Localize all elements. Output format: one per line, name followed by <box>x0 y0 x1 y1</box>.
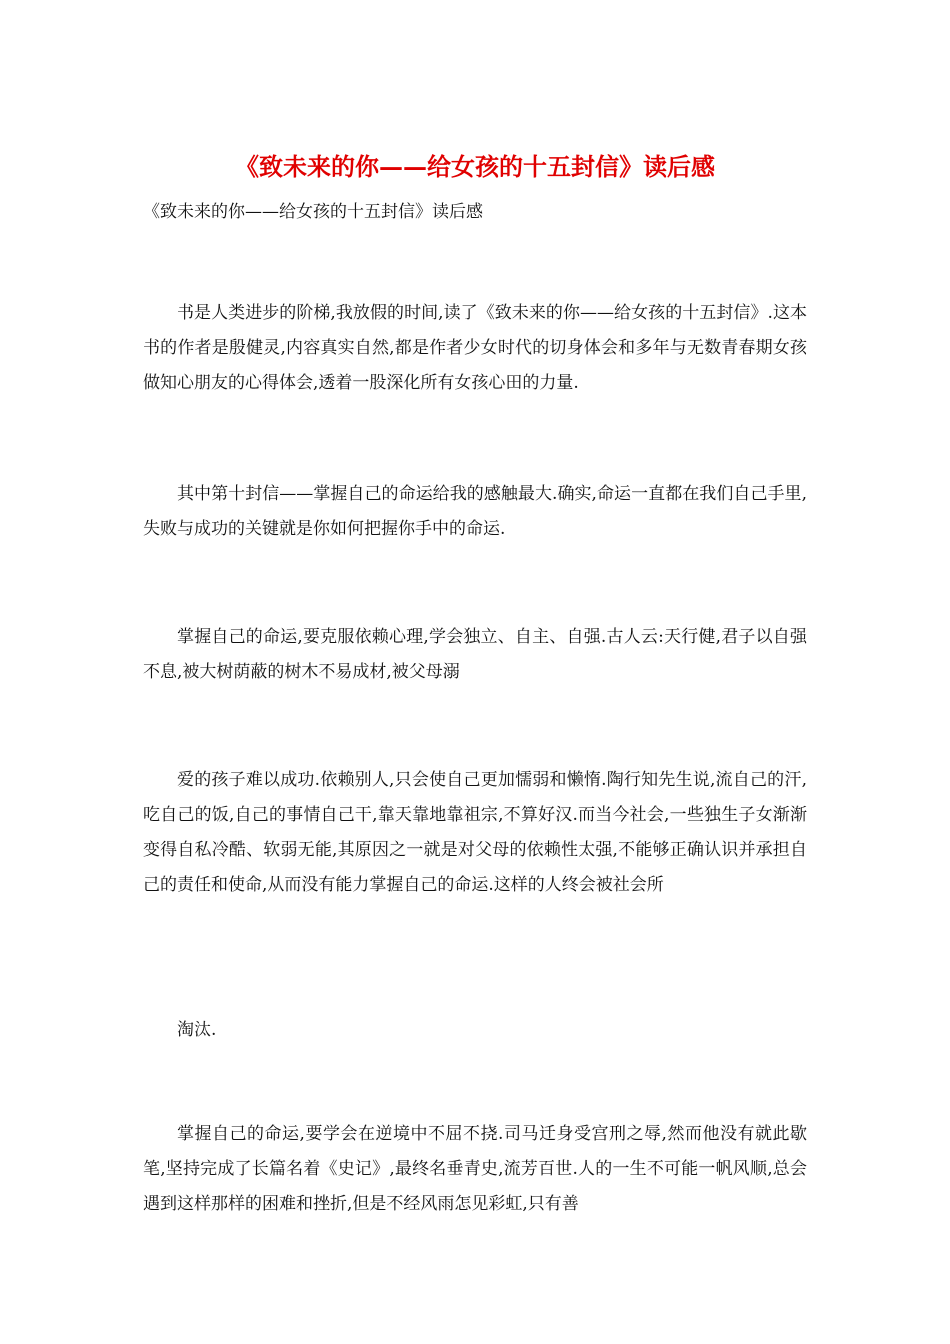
document-title: 《致未来的你——给女孩的十五封信》读后感 <box>235 152 715 181</box>
paragraph: 淘汰. <box>177 1020 217 1040</box>
paragraph: 掌握自己的命运,要克服依赖心理,学会独立、自主、自强.古人云:天行健,君子以自强不息,被大树荫蔽的树木不易成材,被父母溺 <box>143 627 807 682</box>
paragraph: 掌握自己的命运,要学会在逆境中不屈不挠.司马迁身受宫刑之辱,然而他没有就此歇笔,坚持完成了长篇名着《史记》,最终名垂青史,流芳百世.人的一生不可能一帆风顺,总会遇到这样那样的困难和挫折,但是不经风雨怎见彩虹,只有善 <box>143 1124 807 1214</box>
paragraph: 其中第十封信——掌握自己的命运给我的感触最大.确实,命运一直都在我们自己手里,失败与成功的关键就是你如何把握你手中的命运. <box>143 484 807 539</box>
paragraph: 书是人类进步的阶梯,我放假的时间,读了《致未来的你——给女孩的十五封信》.这本书的作者是殷健灵,内容真实自然,都是作者少女时代的切身体会和多年与无数青春期女孩做知心朋友的心得体会,透着一股深化所有女孩心田的力量. <box>143 303 807 393</box>
paragraph: 爱的孩子难以成功.依赖别人,只会使自己更加懦弱和懒惰.陶行知先生说,流自己的汗,吃自己的饭,自己的事情自己干,靠天靠地靠祖宗,不算好汉.而当今社会,一些独生子女渐渐变得自私冷酷、软弱无能,其原因之一就是对父母的依赖性太强,不能够正确认识并承担自己的责任和使命,从而没有能力掌握自己的命运.这样的人终会被社会所 <box>143 770 807 895</box>
document-subtitle: 《致未来的你——给女孩的十五封信》读后感 <box>143 202 483 222</box>
